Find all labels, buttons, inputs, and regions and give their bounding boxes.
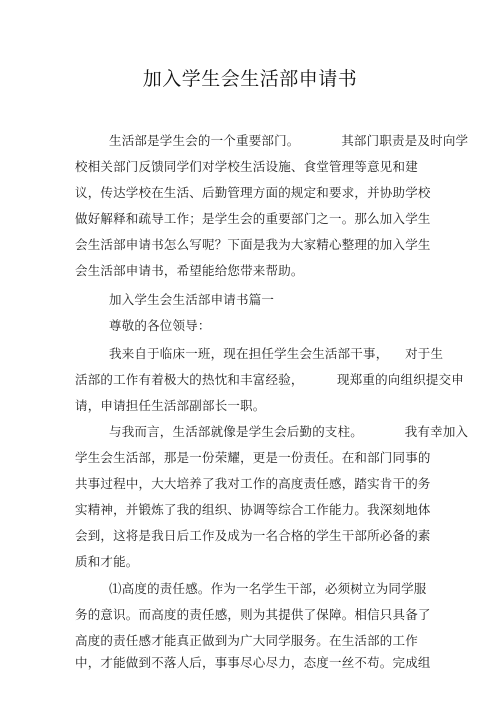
body-line-18: ⑴高度的责任感。作为一名学生干部，必须树立为同学服: [109, 581, 427, 596]
body-line-1: 生活部是学生会的一个重要部门。 其部门职责是及时向学: [109, 133, 469, 148]
body-line-3: 议，传达学校在生活、后勤管理方面的规定和要求，并协助学校: [75, 185, 431, 200]
body-line-2: 校相关部门反馈同学们对学校生活设施、食堂管理等意见和建: [75, 159, 418, 174]
body-line-16: 会到，这将是我日后工作及成为一名合格的学生干部所必备的素: [75, 528, 431, 543]
section-heading: 加入学生会生活部申请书篇一: [109, 292, 275, 307]
body-line-4: 做好解释和疏导工作；是学生会的重要部门之一。那么加入学生: [75, 211, 431, 226]
body-line-11: 请，申请担任生活部副部长一职。: [75, 398, 266, 413]
body-line-15: 实精神，并锻炼了我的组织、协调等综合工作能力。我深刻地体: [75, 502, 431, 517]
body-line-20: 高度的责任感才能真正做到为广大同学服务。在生活部的工作: [75, 633, 418, 648]
salutation: 尊敬的各位领导：: [109, 318, 211, 333]
body-line-10: 活部的工作有着极大的热忱和丰富经验， 现郑重的向组织提交申: [75, 372, 464, 387]
body-line-21: 中，才能做到不落人后，事事尽心尽力，态度一丝不苟。完成组: [75, 655, 431, 670]
body-line-12: 与我而言，生活部就像是学生会后勤的支柱。 我有幸加入: [109, 424, 469, 439]
body-line-9: 我来自于临床一班，现在担任学生会生活部干事， 对于生: [109, 346, 444, 361]
document-title: 加入学生会生活部申请书: [142, 68, 358, 90]
body-line-17: 质和才能。: [75, 554, 139, 569]
body-line-14: 共事过程中，大大培养了我对工作的高度责任感，踏实肯干的务: [75, 476, 431, 491]
body-line-5: 会生活部申请书怎么写呢？下面是我为大家精心整理的加入学生: [75, 237, 431, 252]
body-line-13: 学生会生活部，那是一份荣耀，更是一份责任。在和部门同事的: [75, 450, 431, 465]
body-line-6: 会生活部申请书，希望能给您带来帮助。: [75, 263, 304, 278]
body-line-19: 务的意识。而高度的责任感，则为其提供了保障。相信只具备了: [75, 607, 431, 622]
